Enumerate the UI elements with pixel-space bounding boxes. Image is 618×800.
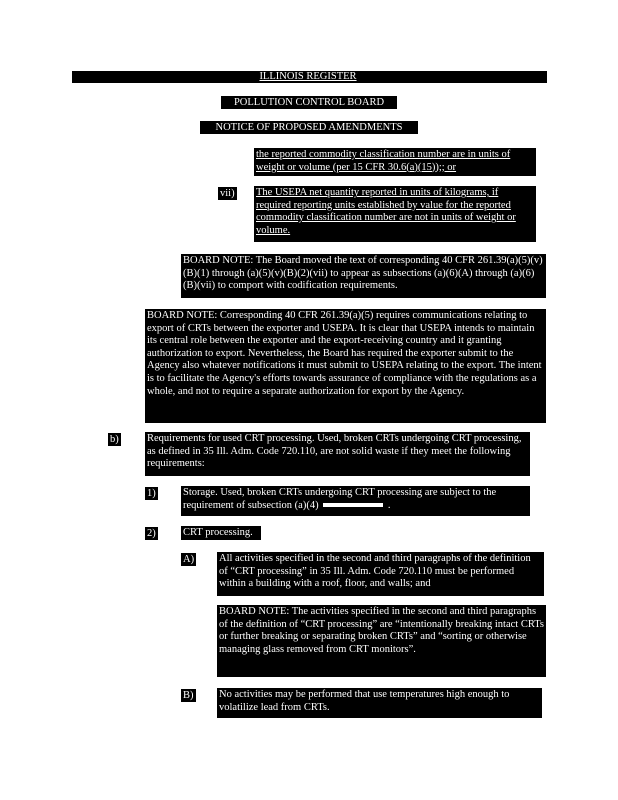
subsection-b-label: b) [110,434,119,445]
subsection-B-text: No activities may be performed that use temperatures high enough to volatilize lead from CRTs. [217,688,542,718]
board-note-1: BOARD NOTE: The Board moved the text of corresponding 40 CFR 261.39(a)(5)(v)(B)(1) through (a)(5)(v)(B)(2)(vii) to appear as subsections (a)(6)(A) through (a)(6)(B)(vii) to comport with codification requirements. [181,254,546,298]
subsection-vi-continuation: the reported commodity classification number are in units of weight or volume (per 15 CFR 30.6(a)(15));; or [254,148,536,176]
subsection-b2-text: CRT processing. [181,526,261,540]
subsection-b1-text-end: . [387,499,391,511]
board-note-2: BOARD NOTE: Corresponding 40 CFR 261.39(a)(5) requires communications relating to export of CRTs between the exporter and USEPA. It is clear that USEPA intends to maintain its central role between the exporter and the export-receiving country and it granting authorization to export. Nevertheless, the Board has required the exporter submit to the Agency also whatever notifications it must submit to USEPA relating to the export. The intent is to facilitate the Agency's efforts towards assurance of compliance with the regulations as a whole, and not to require a separate authorization for export by the Agency. [145,309,546,423]
subsection-vii-text: The USEPA net quantity reported in units of kilograms, if required reporting units established by value for the reported commodity classification number are not in units of weight or volume. [254,186,536,242]
subsection-b2-label: 2) [147,528,156,539]
board-note-3: BOARD NOTE: The activities specified in the second and third paragraphs of the definition of “CRT processing” are “intentionally breaking intact CRTs or further breaking or separating broken CRTs” and “sorting or otherwise managing glass removed from CRT monitors”. [217,605,546,677]
subsection-A-text: All activities specified in the second and third paragraphs of the definition of “CRT processing” in 35 Ill. Adm. Code 720.110 must be performed within a building with a roof, floor, and walls; and [217,552,544,596]
redaction-mark [323,503,383,507]
notice-title: NOTICE OF PROPOSED AMENDMENTS [200,121,418,134]
subsection-vii-label: vii) [220,188,235,199]
register-title: ILLINOIS REGISTER [248,71,368,83]
subsection-B-label: B) [183,690,194,701]
subsection-b1-text [181,486,530,516]
subsection-b1-text-main: Storage. Used, broken CRTs undergoing CRT processing are subject to the requirement of subsection (a)(4) [183,487,497,511]
subsection-A-label: A) [183,554,195,565]
subsection-b1-label: 1) [147,488,156,499]
subsection-b-text: Requirements for used CRT processing. Used, broken CRTs undergoing CRT processing, as defined in 35 Ill. Adm. Code 720.110, are not solid waste if they meet the following requirements: [145,432,530,476]
board-title: POLLUTION CONTROL BOARD [221,96,397,109]
